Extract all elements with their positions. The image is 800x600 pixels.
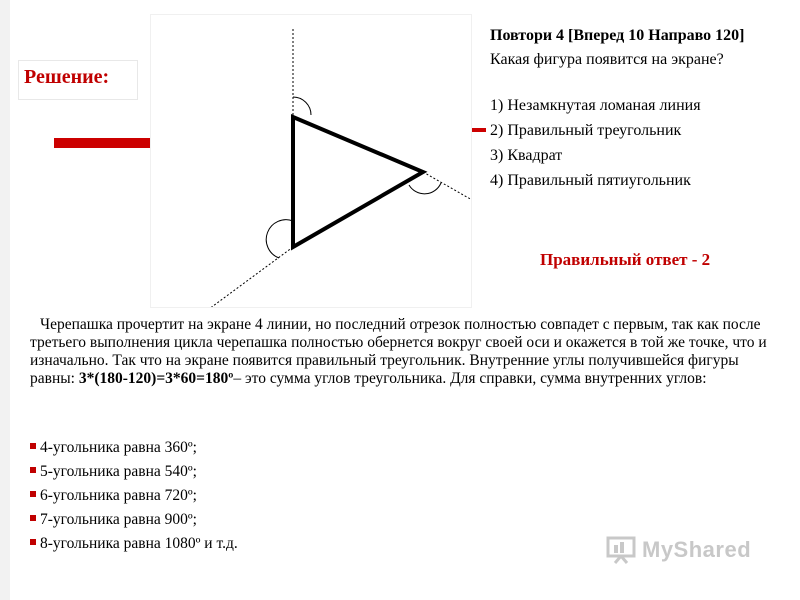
list-item: 7-угольника равна 900º; bbox=[30, 508, 238, 532]
angle-arc-top bbox=[293, 97, 311, 115]
explanation-text bbox=[30, 316, 770, 388]
bullet-icon bbox=[30, 539, 36, 545]
turtle-triangle-figure bbox=[151, 15, 471, 307]
bullet-icon bbox=[30, 467, 36, 473]
bullet-icon bbox=[30, 491, 36, 497]
list-item: 5-угольника равна 540º; bbox=[30, 460, 238, 484]
list-item: 4-угольника равна 360º; bbox=[30, 436, 238, 460]
formula: 3*(180-120)=3*60=180º bbox=[78, 370, 234, 387]
red-decor-bar bbox=[54, 138, 150, 148]
triangle-shape bbox=[293, 117, 423, 247]
bullet-icon bbox=[30, 515, 36, 521]
watermark bbox=[606, 536, 751, 564]
presentation-icon bbox=[606, 536, 636, 564]
task-question: Какая фигура появится на экране? bbox=[490, 51, 724, 68]
bullet-icon bbox=[30, 443, 36, 449]
formula-note: – это сумма углов треугольника. Для справки, сумма внутренних углов: bbox=[233, 370, 707, 387]
answer-option-4: 4) Правильный пятиугольник bbox=[490, 172, 691, 189]
extension-line-right bbox=[423, 172, 471, 229]
correct-answer: Правильный ответ - 2 bbox=[540, 250, 711, 269]
angle-arc-bottom bbox=[266, 220, 293, 258]
figure-panel bbox=[150, 14, 472, 308]
explanation-paragraph: Черепашка прочертит на экране 4 линии, но последний отрезок полностью совпадет с первым, так как после третьего выполнения цикла черепашка полностью обернется вокруг своей оси и окажется в той же точке, что и изначально. Так что на экране появится правильный треугольник. Внутренние углы получившейся фигуры равны: bbox=[30, 316, 767, 387]
answer-option-1: 1) Незамкнутая ломаная линия bbox=[490, 97, 701, 114]
list-item: 6-угольника равна 720º; bbox=[30, 484, 238, 508]
answer-option-3: 3) Квадрат bbox=[490, 147, 563, 164]
solution-label: Решение: bbox=[24, 66, 110, 88]
task-title: Повтори 4 [Вперед 10 Направо 120] bbox=[490, 27, 745, 44]
extension-line-bottom bbox=[209, 247, 293, 307]
answer-option-2: 2) Правильный треугольник bbox=[490, 122, 682, 139]
watermark-text: MyShared bbox=[642, 537, 752, 562]
list-item: 8-угольника равна 1080º и т.д. bbox=[30, 532, 238, 556]
angle-arc-right bbox=[409, 183, 441, 194]
angle-sum-list bbox=[30, 436, 238, 556]
